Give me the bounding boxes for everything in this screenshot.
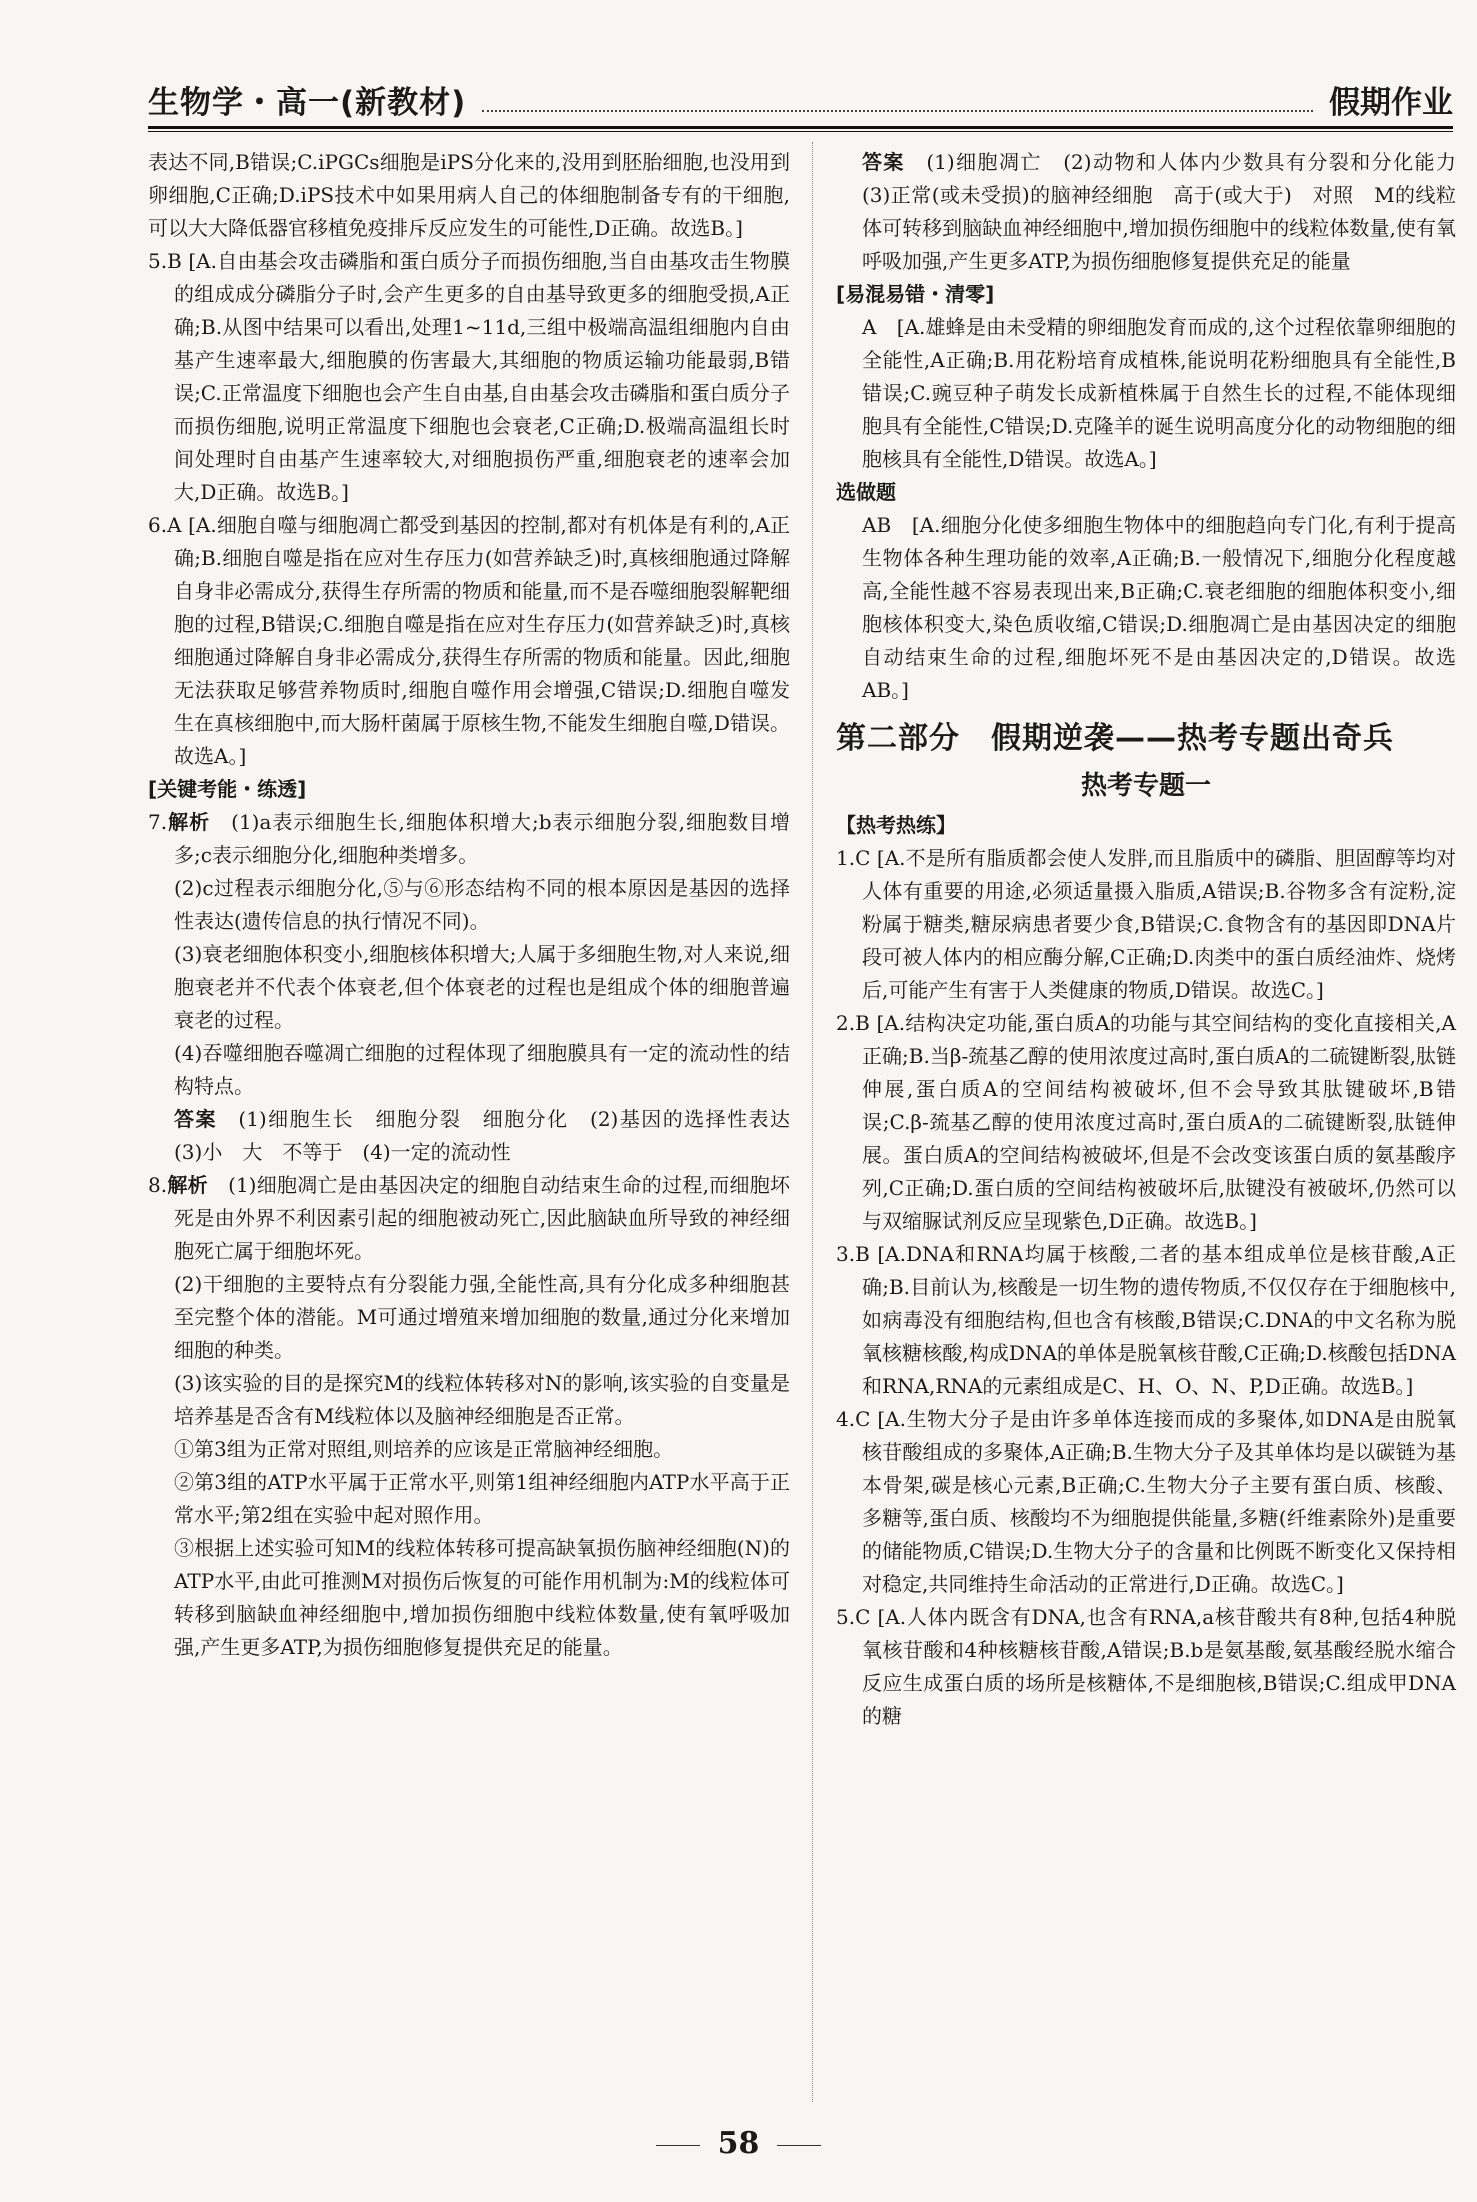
question-number: 5.C — [836, 1605, 871, 1629]
item-text: [A.结构决定功能,蛋白质A的功能与其空间结构的变化直接相关,A正确;B.当β-巯基乙醇的使用浓度过高时,蛋白质A的二硫键断裂,肽链伸展,蛋白质A的空间结构被破坏,但不会导致其肽键破坏,B错误;C.β-巯基乙醇的使用浓度过高时,蛋白质A的二硫键断裂,肽链伸展。蛋白质A的空间结构被破坏,但是不会改变该蛋白质的氨基酸序列,C正确;D.蛋白质的空间结构被破坏后,肽键没有被破坏,仍然可以与双缩脲试剂反应呈现紫色,D正确。故选B。] — [862, 1011, 1456, 1233]
answer-text: (1)细胞凋亡 (2)动物和人体内少数具有分裂和分化能力 (3)正常(或未受损)的脑神经细胞 高于(或大于) 对照 M的线粒体可转移到脑缺血神经细胞中,增加损伤细胞中的线粒体数量,使有氧呼吸加强,产生更多ATP,为损伤细胞修复提供充足的能量 — [862, 150, 1476, 273]
footer-dash-left — [656, 2145, 700, 2146]
indented-paragraph: (3)该实验的目的是探究M的线粒体转移对N的影响,该实验的自变量是培养基是否含有M线粒体以及脑神经细胞是否正常。 — [174, 1371, 790, 1428]
item-text: [A.DNA和RNA均属于核酸,二者的基本组成单位是核苷酸,A正确;B.目前认为,核酸是一切生物的遗传物质,不仅仅存在于细胞核中,如病毒没有细胞结构,但也含有核酸,B错误;C.DNA的中文名称为脱氧核糖核酸,构成DNA的单体是脱氧核苷酸,C正确;D.核酸包括DNA和RNA,RNA的元素组成是C、H、O、N、P,D正确。故选B。] — [862, 1242, 1456, 1398]
question-item — [148, 509, 790, 773]
question-item — [148, 806, 790, 872]
question-item — [836, 1238, 1456, 1403]
question-number: 8. — [148, 1173, 168, 1197]
header-series: 假期作业 — [1329, 85, 1453, 121]
indented-paragraph: ③根据上述实验可知M的线粒体转移可提高缺氧损伤脑神经细胞(N)的ATP水平,由此可推测M对损伤后恢复的可能作用机制为:M的线粒体可转移到脑缺血神经细胞中,增加损伤细胞中线粒体数量,使有氧呼吸加强,产生更多ATP,为损伤细胞修复提供充足的能量。 — [174, 1536, 790, 1659]
left-column — [148, 146, 811, 1664]
question-number: 3.B — [836, 1242, 870, 1266]
item-text: 表达不同,B错误;C.iPGCs细胞是iPS分化来的,没用到胚胎细胞,也没用到卵细胞,C正确;D.iPS技术中如果用病人自己的体细胞制备专有的干细胞,可以大大降低器官移植免疫排斥反应发生的可能性,D正确。故选B。] — [148, 150, 790, 240]
indented-paragraph: ①第3组为正常对照组,则培养的应该是正常脑神经细胞。 — [174, 1437, 674, 1461]
question-item — [836, 1601, 1456, 1733]
question-item — [836, 842, 1456, 1007]
question-number: 1.C — [836, 846, 871, 870]
header-dotted-leader — [482, 110, 1313, 112]
item-text: [A.不是所有脂质都会使人发胖,而且脂质中的磷脂、胆固醇等均对人体有重要的用途,必须适量摄入脂质,A错误;B.谷物多含有淀粉,淀粉属于糖类,糖尿病患者要少食,B错误;C.食物含有的基因即DNA片段可被人体内的相应酶分解,C正确;D.肉类中的蛋白质经油炸、烧烤后,可能产生有害于人类健康的物质,D错误。故选C。] — [862, 846, 1457, 1002]
indented-paragraph: (3)衰老细胞体积变小,细胞核体积增大;人属于多细胞生物,对人来说,细胞衰老并不代表个体衰老,但个体衰老的过程也是组成个体的细胞普遍衰老的过程。 — [174, 942, 790, 1032]
analysis-label: 解析 — [167, 1173, 208, 1197]
question-number: 5.B — [148, 249, 182, 273]
header-subject: 生物学・高一(新教材) — [148, 85, 467, 121]
header-rule — [148, 126, 1453, 129]
answer-paragraph — [148, 1103, 811, 1169]
analysis-label: 解析 — [167, 810, 211, 834]
section-tag: [关键考能・练透] — [148, 777, 307, 801]
header-rule-thin — [148, 131, 1453, 132]
indented-paragraph: AB [A.细胞分化使多细胞生物体中的细胞趋向专门化,有利于提高生物体各种生理功能的效率,A正确;B.一般情况下,细胞分化程度越高,全能性越不容易表现出来,B正确;C.衰老细胞的细胞体积变小,细胞核体积变大,染色质收缩,C错误;D.细胞凋亡是由基因决定的细胞自动结束生命的过程,细胞坏死不是由基因决定的,D错误。故选AB。] — [862, 513, 1456, 702]
question-item — [836, 1007, 1456, 1238]
indented-paragraph: (4)吞噬细胞吞噬凋亡细胞的过程体现了细胞膜具有一定的流动性的结构特点。 — [174, 1041, 790, 1098]
indented-paragraph: (2)干细胞的主要特点有分裂能力强,全能性高,具有分化成多种细胞甚至完整个体的潜能。M可通过增殖来增加细胞的数量,通过分化来增加细胞的种类。 — [174, 1272, 790, 1362]
question-number: 7. — [148, 810, 168, 834]
question-item — [836, 1403, 1456, 1601]
item-text: (1)a表示细胞生长,细胞体积增大;b表示细胞分裂,细胞数目增多;c表示细胞分化,细胞种类增多。 — [174, 810, 791, 867]
part-heading: 第二部分 假期逆袭——热考专题出奇兵 — [836, 721, 1394, 756]
question-number: 4.C — [836, 1407, 871, 1431]
indented-paragraph: ②第3组的ATP水平属于正常水平,则第1组神经细胞内ATP水平高于正常水平;第2组在实验中起对照作用。 — [174, 1470, 790, 1527]
answer-label: 答案 — [862, 150, 905, 174]
item-text: [A.细胞自噬与细胞凋亡都受到基因的控制,都对有机体是有利的,A正确;B.细胞自噬是指在应对生存压力(如营养缺乏)时,真核细胞通过降解自身非必需成分,获得生存所需的物质和能量,而不是吞噬细胞裂解靶细胞的过程,B错误;C.细胞自噬是指在应对生存压力(如营养缺乏)时,真核细胞通过降解自身非必需成分,获得生存所需的物质和能量。因此,细胞无法获取足够营养物质时,细胞自噬作用会增强,C错误;D.细胞自噬发生在真核细胞中,而大肠杆菌属于原核生物,不能发生细胞自噬,D错误。故选A。] — [174, 513, 791, 768]
question-number: 6.A — [148, 513, 182, 537]
item-text: [A.自由基会攻击磷脂和蛋白质分子而损伤细胞,当自由基攻击生物膜的组成成分磷脂分子时,会产生更多的自由基导致更多的细胞受损,A正确;B.从图中结果可以看出,处理1~11d,三组中极端高温组细胞内自由基产生速率最大,细胞膜的伤害最大,其细胞的物质运输功能最弱,B错误;C.正常温度下细胞也会产生自由基,自由基会攻击磷脂和蛋白质分子而损伤细胞,说明正常温度下细胞也会衰老,C正确;D.极端高温组长时间处理时自由基产生速率较大,对细胞损伤严重,细胞衰老的速率会加大,D正确。故选B。] — [174, 249, 790, 504]
column-divider — [812, 142, 813, 2102]
item-text: (1)细胞凋亡是由基因决定的细胞自动结束生命的过程,而细胞坏死是由外界不利因素引起的细胞被动死亡,因此脑缺血所导致的神经细胞死亡属于细胞坏死。 — [174, 1173, 791, 1263]
page-header — [148, 80, 1453, 122]
item-text: [A.生物大分子是由许多单体连接而成的多聚体,如DNA是由脱氧核苷酸组成的多聚体,A正确;B.生物大分子及其单体均是以碳链为基本骨架,碳是核心元素,B正确;C.生物大分子主要有蛋白质、核酸、多糖等,蛋白质、核酸均不为细胞提供能量,多糖(纤维素除外)是重要的储能物质,C错误;D.生物大分子的含量和比例既不断变化又保持相对稳定,共同维持生命活动的正常进行,D正确。故选C。] — [862, 1407, 1456, 1596]
question-item — [148, 245, 790, 509]
footer-dash-right — [777, 2145, 821, 2146]
continued-paragraph — [148, 146, 790, 245]
section-tag: 【热考热练】 — [836, 813, 956, 837]
topic-heading: 热考专题一 — [1080, 771, 1211, 801]
page-number: 58 — [717, 2126, 760, 2161]
answer-label: 答案 — [174, 1107, 217, 1131]
item-text: [A.人体内既含有DNA,也含有RNA,a核苷酸共有8种,包括4种脱氧核苷酸和4种核糖核苷酸,A错误;B.b是氨基酸,氨基酸经脱水缩合反应生成蛋白质的场所是核糖体,不是细胞核,B错误;C.组成甲DNA的糖 — [862, 1605, 1457, 1728]
page-number-footer — [0, 2126, 1477, 2161]
right-column — [836, 146, 1476, 1733]
section-tag: 选做题 — [836, 480, 896, 504]
answer-text: (1)细胞生长 细胞分裂 细胞分化 (2)基因的选择性表达 (3)小 大 不等于 (4)一定的流动性 — [174, 1107, 811, 1164]
section-tag: [易混易错・清零] — [836, 282, 995, 306]
indented-paragraph: A [A.雄蜂是由未受精的卵细胞发育而成的,这个过程依靠卵细胞的全能性,A正确;B.用花粉培育成植株,能说明花粉细胞具有全能性,B错误;C.豌豆种子萌发长成新植株属于自然生长的过程,不能体现细胞具有全能性,C错误;D.克隆羊的诞生说明高度分化的动物细胞的细胞核具有全能性,D错误。故选A。] — [862, 315, 1456, 471]
answer-paragraph — [836, 146, 1476, 278]
question-number: 2.B — [836, 1011, 870, 1035]
question-item — [148, 1169, 790, 1268]
indented-paragraph: (2)c过程表示细胞分化,⑤与⑥形态结构不同的根本原因是基因的选择性表达(遗传信息的执行情况不同)。 — [174, 876, 790, 933]
